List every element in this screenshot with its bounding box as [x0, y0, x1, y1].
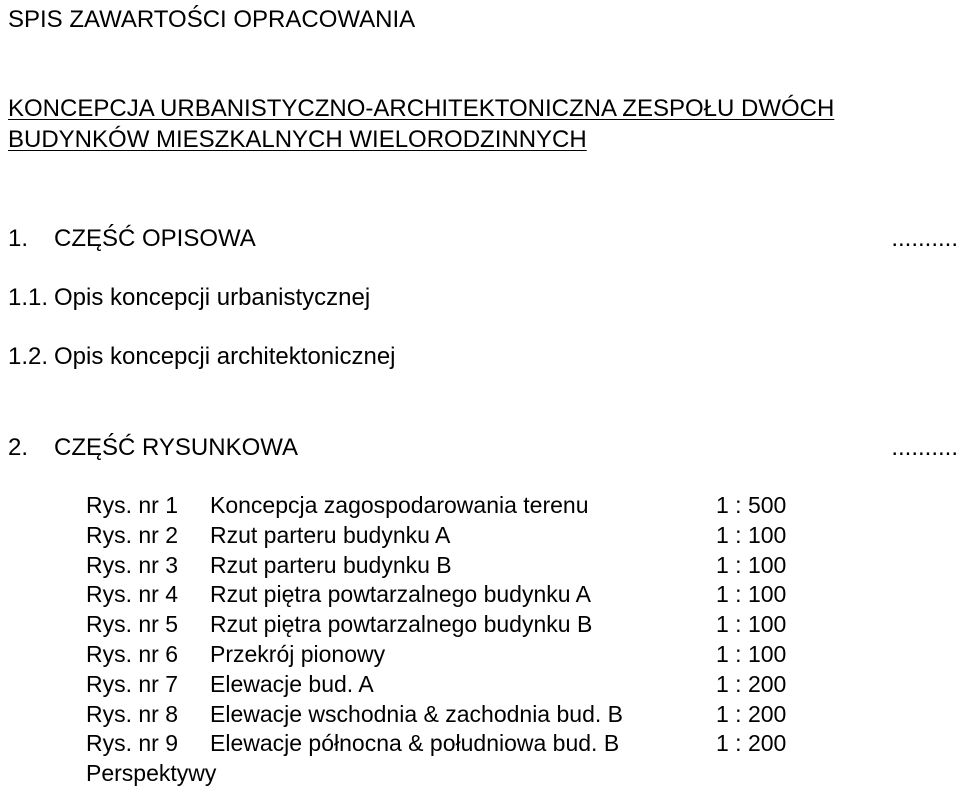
drawing-ref: Rys. nr 1	[86, 492, 179, 518]
drawing-scale: 1 : 200	[716, 730, 787, 757]
toc-section-title: CZĘŚĆ OPISOWA	[54, 225, 256, 252]
drawing-ref: Rys. nr 8	[86, 700, 179, 727]
toc-section-number: 1.	[8, 225, 29, 252]
document-heading-line-2: BUDYNKÓW MIESZKALNYCH WIELORODZINNYCH	[8, 126, 587, 153]
toc-subsection-number: 1.2.	[8, 343, 49, 370]
drawing-title: Elewacje wschodnia & zachodnia bud. B	[210, 700, 623, 727]
drawing-title: Przekrój pionowy	[210, 640, 386, 667]
toc-subsection-title: Opis koncepcji urbanistycznej	[54, 284, 371, 311]
toc-section-title: CZĘŚĆ RYSUNKOWA	[54, 434, 299, 461]
drawing-scale: 1 : 200	[716, 700, 787, 727]
drawing-ref: Rys. nr 6	[86, 640, 179, 667]
drawing-scale: 1 : 100	[716, 640, 787, 667]
drawing-ref: Rys. nr 3	[86, 551, 179, 578]
toc-page-placeholder: ..........	[891, 434, 958, 461]
drawing-row	[86, 641, 806, 671]
drawing-ref: Rys. nr 2	[86, 521, 179, 548]
drawing-scale: 1 : 100	[716, 551, 787, 578]
drawing-title: Rzut piętra powtarzalnego budynku A	[210, 581, 592, 608]
drawing-title: Rzut parteru budynku A	[210, 521, 451, 548]
drawing-row	[86, 581, 806, 611]
page-title: SPIS ZAWARTOŚCI OPRACOWANIA	[8, 6, 416, 33]
drawing-ref: Rys. nr 4	[86, 581, 179, 608]
drawing-ref: Rys. nr 9	[86, 730, 179, 757]
drawing-title: Koncepcja zagospodarowania terenu	[210, 492, 589, 518]
drawing-scale: 1 : 100	[716, 581, 787, 608]
toc-page-placeholder: ..........	[891, 225, 958, 252]
drawing-ref: Rys. nr 5	[86, 611, 179, 638]
drawing-scale: 1 : 100	[716, 611, 787, 638]
drawing-row-final	[86, 760, 806, 790]
drawing-row	[86, 492, 806, 522]
drawing-row	[86, 730, 806, 760]
drawing-row	[86, 552, 806, 582]
drawing-list	[86, 492, 806, 790]
drawing-scale: 1 : 200	[716, 670, 787, 697]
toc-section-number: 2.	[8, 434, 29, 461]
drawing-title: Elewacje bud. A	[210, 670, 374, 697]
drawing-row	[86, 522, 806, 552]
document-heading-line-1: KONCEPCJA URBANISTYCZNO-ARCHITEKTONICZNA ZESPOŁU DWÓCH	[8, 95, 835, 122]
drawing-row	[86, 671, 806, 701]
drawing-row	[86, 701, 806, 731]
drawing-title: Rzut piętra powtarzalnego budynku B	[210, 611, 593, 638]
drawing-scale: 1 : 500	[716, 492, 787, 518]
drawing-title: Elewacje północna & południowa bud. B	[210, 730, 620, 757]
toc-subsection-title: Opis koncepcji architektonicznej	[54, 343, 396, 370]
toc-subsection-number: 1.1.	[8, 284, 49, 311]
drawing-ref: Rys. nr 7	[86, 670, 179, 697]
drawing-title: Rzut parteru budynku B	[210, 551, 452, 578]
final-item: Perspektywy	[86, 760, 217, 787]
drawing-scale: 1 : 100	[716, 521, 787, 548]
drawing-row	[86, 611, 806, 641]
